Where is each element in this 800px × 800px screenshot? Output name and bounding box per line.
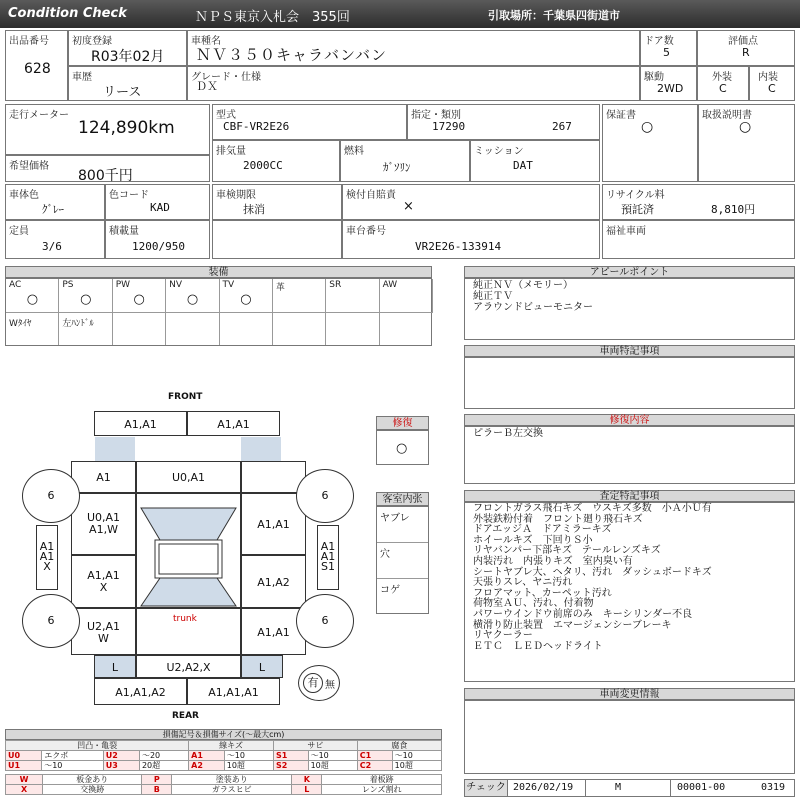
equipment-cell [326, 279, 379, 313]
equipment-value: ○ [80, 292, 92, 307]
rear-bumper-right: A1,A1,A1 [187, 678, 280, 705]
tail-light-right: L [241, 655, 283, 678]
legend-group: 凹凸・亀裂 [6, 741, 189, 751]
legend-desc: 10超 [308, 761, 357, 771]
legend-desc: 10超 [392, 761, 441, 771]
welfare-cell: 福祉車両 [602, 220, 795, 259]
rear-label: REAR [172, 711, 199, 721]
equipment-label: TV [222, 280, 235, 290]
legend-code: C1 [357, 751, 392, 761]
drive-cell: 駆動 2WD [640, 66, 697, 101]
grade-cell: グレード・仕様 ＤＸ [187, 66, 640, 101]
odometer: 124,890km [78, 118, 175, 138]
front-light-right [241, 437, 281, 461]
note-line: フロアマット、カーペット汚れ [473, 587, 612, 599]
note-line: ホイールキズ 下回りＳ小 [473, 534, 593, 546]
changes-box [464, 700, 795, 774]
equipment-value: ○ [240, 292, 252, 307]
check-label: チェック [465, 780, 508, 796]
inspector-code: M [615, 782, 622, 793]
odometer-cell: 走行メーター 124,890km [5, 104, 210, 155]
equipment-label: 左ﾊﾝﾄﾞﾙ [62, 319, 94, 329]
equipment-label: Wﾀｲﾔ [9, 319, 32, 329]
note-line: ドアエッジＡ ドアミラーキズ [473, 524, 612, 536]
equipment-cell-row2 [166, 313, 219, 345]
legend-desc: 着板跡 [322, 775, 442, 785]
equipment-label: AC [9, 280, 22, 290]
displacement-cell: 排気量 2000CC [212, 140, 340, 182]
legend-desc: 交換跡 [43, 785, 142, 795]
equipment-value: ○ [186, 292, 199, 307]
repair-header: 修復 [376, 416, 429, 430]
quarter-rear-right: A1,A1 [241, 608, 306, 655]
cert-number-a: 17290 [432, 120, 466, 133]
legend-desc: レンズ割れ [322, 785, 442, 795]
evaluation-cell: 評価点 R [697, 30, 795, 66]
trunk-label: trunk [173, 614, 197, 624]
legend-header: 損傷記号＆損傷サイズ(～最大cm) [5, 729, 442, 740]
equipment-cell [59, 279, 112, 313]
legend-code: B [142, 785, 172, 795]
note-line: フロントガラス飛石キズ ウスキズ多数 小Ａ小Ｕ有 [473, 503, 712, 514]
certification-cell: 指定・類別 17290 267 [407, 104, 600, 140]
insurance-cell: 検付自賠責 × [342, 184, 600, 220]
evaluation-score: R [742, 46, 750, 59]
legend-desc: ～10 [308, 751, 357, 761]
legend-desc: ～10 [42, 761, 104, 771]
title-bar [0, 0, 800, 28]
interior-grade: C [768, 82, 776, 95]
legend-desc: ～10 [392, 751, 441, 761]
equipment-label: AW [382, 280, 398, 290]
appeal-points [473, 280, 593, 313]
blank-cell [212, 220, 342, 259]
color-code-cell: 色コード KAD [105, 184, 210, 220]
repair-value: ○ [396, 441, 408, 456]
equipment-label: NV [169, 280, 183, 290]
exterior-cell: 外装 C [697, 66, 749, 101]
legend-group: 線キズ [189, 741, 274, 751]
interior-cell: 内装 C [749, 66, 795, 101]
displacement: 2000CC [243, 159, 283, 172]
note-line: パワーウインドウ前席のみ キーシリンダー不良 [473, 608, 693, 620]
color-code: KAD [150, 201, 170, 214]
note-line: 横滑り防止装置 エマージェンシーブレーキ [473, 619, 672, 631]
legend-code: P [142, 775, 172, 785]
equipment-value: ○ [133, 292, 145, 307]
equipment-cell-row2 [326, 313, 379, 345]
legend-code: S2 [273, 761, 308, 771]
legend-code: W [6, 775, 43, 785]
step-right: A1 A1 S1 [317, 525, 339, 590]
interior-box [376, 506, 429, 614]
footer-bar [464, 779, 795, 797]
equipment-cell [6, 279, 59, 313]
spare-no: 無 [325, 680, 335, 691]
manual-value: ○ [739, 119, 752, 135]
car-name-cell: 車種名 ＮＶ３５０キャラバンバン [187, 30, 640, 66]
history: リース [103, 85, 142, 100]
legend-desc: 10超 [224, 761, 273, 771]
chassis-number: VR2E26-133914 [415, 240, 502, 253]
interior-header: 客室内张 [376, 492, 429, 506]
appeal-line: アラウンドビューモニター [473, 302, 593, 313]
body-color-cell: 車体色 ｸﾞﾚｰ [5, 184, 105, 220]
recycle-cell: リサイクル料 預託済 8,810円 [602, 184, 795, 220]
interior-item: 穴 [377, 543, 428, 579]
trunk-area [136, 608, 241, 655]
desired-price: 800千円 [78, 168, 133, 184]
special-header: 車両特記事項 [464, 345, 795, 357]
doc-number: 00001-00 [677, 782, 726, 793]
front-label: FRONT [168, 392, 203, 402]
spare-tire [298, 665, 340, 701]
serial-number: 0319 [761, 782, 786, 793]
equipment-cell-row2 [113, 313, 166, 345]
door-front-right: A1,A1 [241, 493, 306, 555]
inspection-expiry: 抹消 [243, 203, 265, 216]
equipment-cell [380, 279, 433, 313]
appeal-line: 純正ＮＶ（メモリー） [473, 280, 573, 291]
repair-detail-box [464, 426, 795, 484]
legend-desc: 20超 [139, 761, 188, 771]
door-rear-left: A1,A1 X [71, 555, 136, 608]
check-date: 2026/02/19 [513, 782, 574, 793]
repair-detail-header: 修復内容 [464, 414, 795, 426]
legend-code: L [292, 785, 322, 795]
legend-code: A2 [189, 761, 225, 771]
note-line: ＥＴＣ ＬＥＤヘッドライト [473, 640, 603, 652]
chassis-cell: 車台番号 VR2E26-133914 [342, 220, 600, 259]
equipment-header: 装備 [5, 266, 432, 278]
equipment-value: ○ [26, 292, 39, 307]
fender-front-left: A1 [71, 461, 136, 493]
step-left: A1 A1 X [36, 525, 58, 590]
equipment-cell [166, 279, 219, 313]
equipment-cell-row2 [59, 313, 112, 345]
lot-number: 628 [24, 61, 51, 77]
legend-code: K [292, 775, 322, 785]
legend-table [5, 740, 442, 771]
pickup-location: 引取場所：千葉県四街道市 [488, 9, 620, 22]
legend-group: 腐食 [357, 741, 441, 751]
repair-box [376, 430, 429, 465]
exterior-grade: C [719, 82, 727, 95]
legend-code: S1 [273, 751, 308, 761]
auction-name: ＮＰＳ東京入札会 355回 [195, 10, 350, 25]
hood: U0,A1 [136, 461, 241, 493]
legend-desc: ～20 [139, 751, 188, 761]
inspection-notes-header: 査定特記事項 [464, 490, 795, 502]
repair-line: ピラーＢ左交換 [473, 428, 543, 439]
recycle-fee: 8,810円 [711, 203, 756, 216]
equipment-cell-row2 [6, 313, 59, 345]
fuel-cell: 燃料 ｶﾞｿﾘﾝ [340, 140, 470, 182]
model-cell: 型式 CBF-VR2E26 [212, 104, 407, 140]
legend-desc: 塗装あり [172, 775, 292, 785]
history-cell: 車歴 リース [68, 66, 187, 101]
note-line: 外装鉄粉付着 フロント廻り飛石キズ [473, 513, 643, 525]
legend-desc: 板金あり [43, 775, 142, 785]
special-box [464, 357, 795, 409]
front-bumper-left: A1,A1 [94, 411, 187, 436]
tire-front-left: 6 [22, 469, 80, 523]
load-capacity: 1200/950 [132, 240, 185, 253]
grade: ＤＸ [196, 80, 218, 93]
doors-cell: ドア数 5 [640, 30, 697, 66]
tire-rear-left: 6 [22, 594, 80, 648]
equipment-cell [113, 279, 166, 313]
first-registration: R03年02月 [91, 49, 165, 65]
lot-number-cell: 出品番号 628 [5, 30, 68, 101]
note-line: シートヤブレ大、ヘタリ、汚れ ダッシュボードキズ [473, 566, 712, 578]
capacity: 3/6 [42, 240, 62, 253]
cert-number-b: 267 [552, 120, 572, 133]
equipment-cell [273, 279, 326, 313]
door-front-left: U0,A1 A1,W [71, 493, 136, 555]
model-code: CBF-VR2E26 [223, 120, 290, 133]
equipment-label: SR [329, 280, 342, 290]
recycle-status: 預託済 [621, 203, 654, 216]
warranty-value: ○ [641, 119, 654, 135]
door-rear-right: A1,A2 [241, 555, 306, 608]
interior-item: ヤブレ [377, 507, 428, 543]
changes-header: 車両変更情報 [464, 688, 795, 700]
tire-front-right: 6 [296, 469, 354, 523]
rear-bumper-left: A1,A1,A2 [94, 678, 187, 705]
inspection-cell: 車検期限 抹消 [212, 184, 342, 220]
note-line: リヤバンパー下部キズ テールレンズキズ [473, 545, 661, 557]
appeal-header: アピールポイント [464, 266, 795, 278]
equipment-label: PW [115, 280, 131, 290]
cabin-outline [137, 494, 240, 607]
legend-code: U3 [103, 761, 139, 771]
tire-rear-right: 6 [296, 594, 354, 648]
spare-yes: 有 [303, 673, 323, 693]
doors: 5 [663, 46, 670, 59]
mission: DAT [513, 159, 533, 172]
title: Condition Check [8, 6, 127, 21]
front-bumper-right: A1,A1 [187, 411, 280, 436]
equipment-cell [220, 279, 273, 313]
drive: 2WD [657, 82, 684, 95]
interior-item: コゲ [380, 585, 400, 596]
legend-code: A1 [189, 751, 225, 761]
inspection-notes-box [464, 502, 795, 682]
fuel: ｶﾞｿﾘﾝ [383, 161, 411, 174]
load-cell: 積載量 1200/950 [105, 220, 210, 259]
front-light-left [95, 437, 135, 461]
inspection-notes-lines [473, 504, 712, 652]
capacity-cell: 定員 3/6 [5, 220, 105, 259]
note-line: 内装汚れ 内張りキズ 室内臭い有 [473, 555, 633, 567]
legend-group: サビ [273, 741, 357, 751]
legend-code: X [6, 785, 43, 795]
legend-code: U0 [6, 751, 42, 761]
legend-desc: ～10 [224, 751, 273, 761]
equipment-cell-row2 [220, 313, 273, 345]
repair-detail-lines [473, 428, 543, 439]
warranty-cell: 保証書 ○ [602, 104, 698, 182]
price-cell: 希望価格 800千円 [5, 155, 210, 182]
note-line: 天張りスレ、ヤニ汚れ [473, 577, 573, 589]
car-name: ＮＶ３５０キャラバンバン [196, 46, 387, 64]
mission-cell: ミッション DAT [470, 140, 600, 182]
equipment-cell-row2 [273, 313, 326, 345]
first-registration-cell: 初度登録 R03年02月 [68, 30, 187, 66]
legend-desc: ガラスヒビ [172, 785, 292, 795]
quarter-rear-left: U2,A1 W [71, 608, 136, 655]
equipment-grid [5, 278, 432, 346]
appeal-line: 純正ＴＶ [473, 291, 513, 302]
manual-cell: 取扱説明書 ○ [698, 104, 795, 182]
note-line: 荷物室ＡＵ、汚れ、付着物 [473, 598, 594, 610]
legend-code: U2 [103, 751, 139, 761]
legend-table-2 [5, 774, 442, 795]
legend-desc: エクボ [42, 751, 104, 761]
note-line: リヤクーラー [473, 630, 533, 642]
legend-code: U1 [6, 761, 42, 771]
tail-center: U2,A2,X [136, 655, 241, 678]
tail-light-left: L [94, 655, 136, 678]
equipment-label: PS [62, 280, 74, 290]
legend-code: C2 [357, 761, 392, 771]
insurance-value: × [403, 199, 414, 214]
roof-glass-area [136, 493, 241, 608]
appeal-box [464, 278, 795, 340]
body-color: ｸﾞﾚｰ [42, 203, 64, 216]
equipment-label: 革 [275, 283, 285, 293]
